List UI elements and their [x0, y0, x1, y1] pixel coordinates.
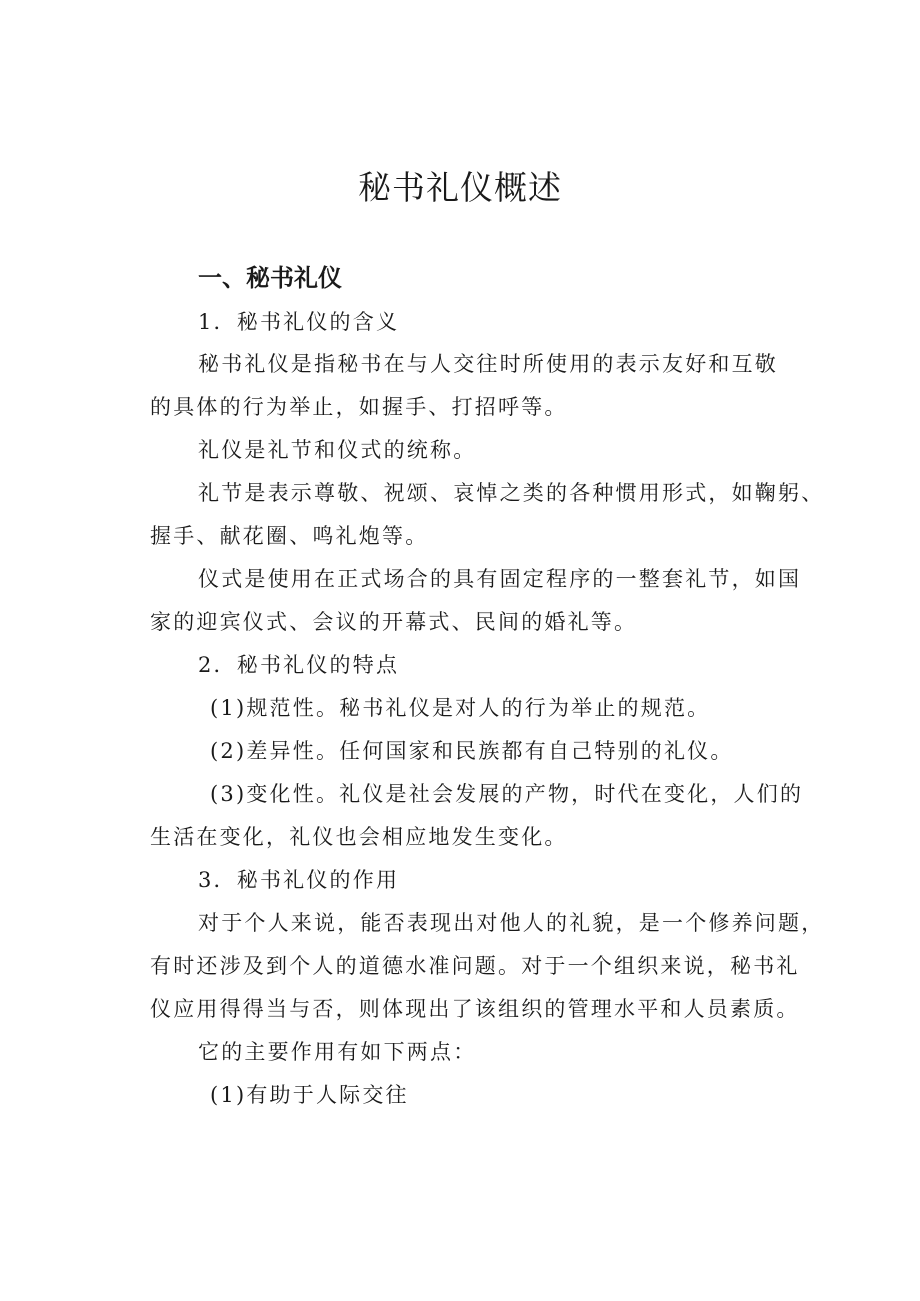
paragraph-line: 的具体的行为举止，如握手、打招呼等。: [150, 395, 568, 419]
subheading-meaning: 1．秘书礼仪的含义: [198, 310, 400, 334]
subheading-functions: 3．秘书礼仪的作用: [198, 868, 400, 892]
document-title: 秘书礼仪概述: [358, 168, 562, 207]
paragraph-line: 握手、献花圈、鸣礼炮等。: [150, 524, 429, 548]
list-item: (2)差异性。任何国家和民族都有自己特别的礼仪。: [210, 739, 734, 763]
paragraph-line: 仪式是使用在正式场合的具有固定程序的一整套礼节，如国: [198, 567, 802, 591]
paragraph-line: 对于个人来说，能否表现出对他人的礼貌，是一个修养问题，: [198, 911, 825, 935]
paragraph-line: 仪应用得得当与否，则体现出了该组织的管理水平和人员素质。: [150, 997, 800, 1021]
section-heading: 一、秘书礼仪: [198, 264, 342, 292]
paragraph-line: 礼仪是礼节和仪式的统称。: [198, 438, 477, 462]
subheading-features: 2．秘书礼仪的特点: [198, 653, 400, 677]
paragraph-line: 它的主要作用有如下两点：: [198, 1040, 477, 1064]
paragraph-line: 有时还涉及到个人的道德水准问题。对于一个组织来说，秘书礼: [150, 954, 800, 978]
paragraph-line: 礼节是表示尊敬、祝颂、哀悼之类的各种惯用形式，如鞠躬、: [198, 481, 825, 505]
list-item: (1)有助于人际交往: [210, 1083, 409, 1107]
list-item: (3)变化性。礼仪是社会发展的产物，时代在变化，人们的: [210, 782, 804, 806]
paragraph-line: 家的迎宾仪式、会议的开幕式、民间的婚礼等。: [150, 610, 638, 634]
list-item: (1)规范性。秘书礼仪是对人的行为举止的规范。: [210, 696, 711, 720]
paragraph-line: 秘书礼仪是指秘书在与人交往时所使用的表示友好和互敬: [198, 352, 778, 376]
paragraph-line: 生活在变化，礼仪也会相应地发生变化。: [150, 825, 568, 849]
